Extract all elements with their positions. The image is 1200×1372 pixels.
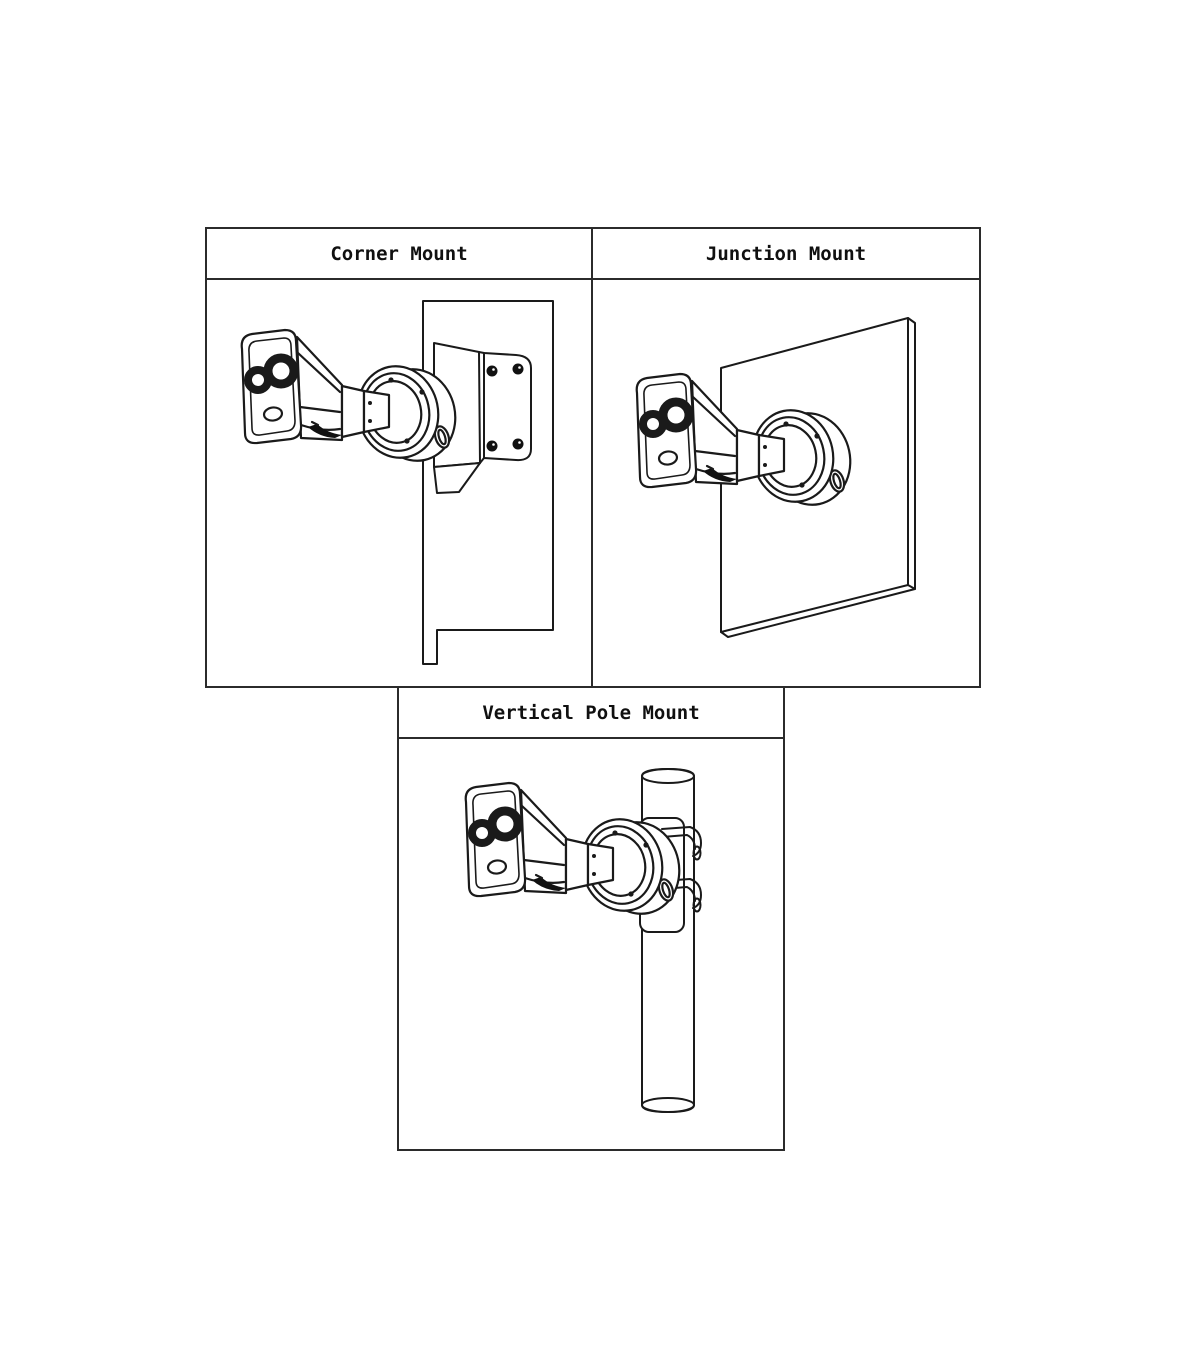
panel-title: Junction Mount <box>705 242 867 265</box>
panel-title: Corner Mount <box>330 242 468 265</box>
panel-vertical-pole-mount <box>397 686 785 1151</box>
panel-junction-mount <box>591 227 981 688</box>
junction-mount-drawing <box>593 280 979 686</box>
panel-vertical-pole-mount-body <box>399 739 783 1149</box>
panel-vertical-pole-mount-header <box>399 688 783 739</box>
vertical-pole-mount-drawing <box>399 739 783 1149</box>
panel-junction-mount-header <box>593 229 979 280</box>
corner-mount-drawing <box>207 280 591 686</box>
panel-corner-mount-header <box>207 229 591 280</box>
panel-junction-mount-body <box>593 280 979 686</box>
panel-title: Vertical Pole Mount <box>482 701 700 724</box>
panel-corner-mount-body <box>207 280 591 686</box>
panel-corner-mount <box>205 227 593 688</box>
